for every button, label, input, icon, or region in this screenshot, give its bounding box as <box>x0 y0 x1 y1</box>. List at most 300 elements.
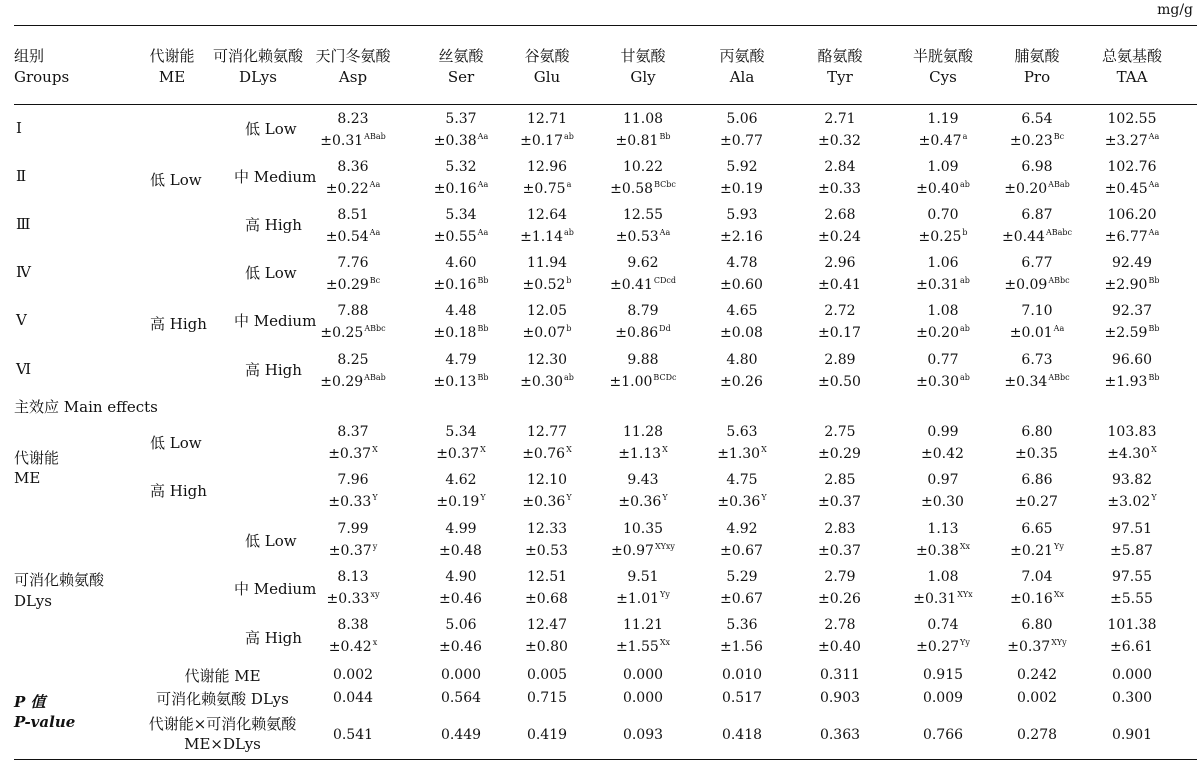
p-value: 0.517 <box>721 690 763 706</box>
group-dlys: 高 High <box>245 216 302 234</box>
group-id: Ⅲ <box>16 215 31 233</box>
cell-significance: Yy <box>660 590 670 599</box>
table-cell <box>1082 349 1182 393</box>
cell-significance: X <box>761 445 767 454</box>
cell-mean: 5.34 <box>445 207 477 223</box>
cell-sd-line <box>411 491 511 513</box>
cell-sd: ±0.29 <box>325 277 369 293</box>
p-value: 0.000 <box>1111 667 1153 683</box>
cell-sd-line <box>303 322 403 344</box>
unit-label: mg/g <box>1157 2 1193 18</box>
table-cell <box>497 156 597 200</box>
cell-sd-line <box>411 322 511 344</box>
table-cell <box>497 108 597 152</box>
cell-mean: 5.06 <box>726 111 758 127</box>
main-effects-label: 主效应 Main effects <box>14 398 158 416</box>
cell-mean: 2.89 <box>824 352 856 368</box>
cell-sd: ±0.27 <box>916 639 960 655</box>
cell-sd: ±0.33 <box>326 591 370 607</box>
cell-mean: 93.82 <box>1111 472 1153 488</box>
cell-sd-line <box>593 130 693 152</box>
cell-mean: 12.33 <box>526 521 568 537</box>
p-row-label <box>120 666 325 686</box>
cell-sd: ±0.08 <box>720 325 763 341</box>
cell-sd: ±0.26 <box>818 591 861 607</box>
cell-sd: ±0.37 <box>436 446 480 462</box>
cell-significance: Yy <box>960 638 970 647</box>
p-value: 0.300 <box>1111 690 1153 706</box>
cell-sd-line <box>893 226 993 248</box>
cell-mean: 5.32 <box>445 159 477 175</box>
cell-mean: 2.96 <box>824 255 856 271</box>
cell-sd-line <box>497 443 597 465</box>
cell-significance: b <box>566 276 572 285</box>
cell-significance: Aa <box>1148 132 1160 141</box>
p-value: 0.009 <box>922 690 964 706</box>
cell-significance: ab <box>960 276 970 285</box>
table-cell <box>303 421 403 465</box>
cell-sd-line <box>692 540 792 562</box>
header-zh: 谷氨酸 <box>524 47 570 65</box>
cell-sd: ±0.53 <box>525 543 568 559</box>
cell-sd-line <box>790 371 890 393</box>
bottom-rule <box>14 759 1197 760</box>
table-cell <box>893 252 993 296</box>
cell-sd-line <box>497 178 597 200</box>
cell-sd-line <box>1082 371 1182 393</box>
cell-sd: ±0.77 <box>720 133 763 149</box>
table-cell <box>987 614 1087 658</box>
cell-sd-line <box>692 636 792 658</box>
table-cell <box>790 204 890 248</box>
cell-significance: Bb <box>477 276 489 285</box>
cell-mean: 10.35 <box>622 521 664 537</box>
cell-sd-line <box>893 371 993 393</box>
cell-sd: ±0.30 <box>520 374 563 390</box>
cell-mean: 6.86 <box>1021 472 1053 488</box>
cell-significance: Y <box>372 493 378 502</box>
cell-sd-line <box>790 322 890 344</box>
table-cell <box>593 421 693 465</box>
cell-significance: Y <box>480 493 486 502</box>
cell-sd: ±0.37 <box>818 543 861 559</box>
cell-mean: 2.71 <box>824 111 856 127</box>
cell-sd-line <box>303 636 403 658</box>
header-en: Ala <box>729 68 755 86</box>
table-cell <box>692 518 792 562</box>
cell-sd: ±0.60 <box>720 277 763 293</box>
header-zh: 总氨基酸 <box>1101 47 1162 65</box>
table-cell <box>411 349 511 393</box>
cell-sd-line <box>1082 226 1182 248</box>
cell-mean: 9.51 <box>627 569 659 585</box>
p-value: 0.005 <box>526 667 568 683</box>
table-cell <box>692 252 792 296</box>
table-cell <box>790 614 890 658</box>
table-cell <box>593 614 693 658</box>
cell-significance: Aa <box>1148 228 1160 237</box>
cell-sd: ±0.37 <box>328 543 372 559</box>
table-cell <box>497 421 597 465</box>
cell-sd-line <box>497 274 597 296</box>
cell-sd-line <box>1082 636 1182 658</box>
header-en: DLys <box>239 68 277 86</box>
cell-mean: 9.88 <box>627 352 659 368</box>
table-cell <box>692 421 792 465</box>
cell-sd-line <box>692 443 792 465</box>
header-ala <box>692 46 792 88</box>
cell-significance: ab <box>564 132 574 141</box>
p-value: 0.766 <box>922 727 964 743</box>
cell-sd: ±0.19 <box>720 181 763 197</box>
table-cell <box>1082 469 1182 513</box>
cell-mean: 1.08 <box>927 569 959 585</box>
cell-sd: ±0.50 <box>818 374 861 390</box>
p-value: 0.903 <box>819 690 861 706</box>
cell-sd-line <box>692 274 792 296</box>
group-dlys: 低 Low <box>245 264 297 282</box>
p-value: 0.242 <box>1016 667 1058 683</box>
table-cell <box>893 566 993 610</box>
cell-mean: 5.34 <box>445 424 477 440</box>
table-cell <box>411 108 511 152</box>
cell-mean: 9.62 <box>627 255 659 271</box>
table-cell <box>790 421 890 465</box>
cell-sd-line <box>411 443 511 465</box>
cell-sd: ±1.01 <box>616 591 660 607</box>
cell-sd-line <box>790 178 890 200</box>
table-cell <box>790 156 890 200</box>
table-cell <box>987 300 1087 344</box>
cell-sd: ±0.54 <box>325 229 369 245</box>
cell-mean: 6.73 <box>1021 352 1053 368</box>
table-cell <box>893 204 993 248</box>
cell-sd-line <box>411 371 511 393</box>
cell-sd: ±0.35 <box>1015 446 1058 462</box>
cell-sd-line <box>411 226 511 248</box>
cell-sd-line <box>790 274 890 296</box>
header-zh: 半胱氨酸 <box>912 47 973 65</box>
cell-sd: ±1.93 <box>1104 374 1148 390</box>
cell-significance: Bc <box>369 276 381 285</box>
table-cell <box>593 349 693 393</box>
cell-sd-line <box>987 226 1087 248</box>
cell-sd-line <box>411 130 511 152</box>
cell-sd: ±0.42 <box>921 446 964 462</box>
cell-mean: 2.84 <box>824 159 856 175</box>
main-dlys-medium: 中 Medium <box>234 580 317 598</box>
header-zh: 丙氨酸 <box>719 47 765 65</box>
cell-significance: ABab <box>1048 180 1070 189</box>
cell-sd-line <box>411 636 511 658</box>
table-cell <box>987 252 1087 296</box>
header-asp <box>303 46 403 88</box>
cell-sd-line <box>411 588 511 610</box>
cell-significance: XYxy <box>654 542 675 551</box>
table-cell <box>893 349 993 393</box>
table-cell <box>692 566 792 610</box>
cell-significance: BCDc <box>653 373 677 382</box>
cell-mean: 1.13 <box>927 521 959 537</box>
table-cell <box>692 204 792 248</box>
table-cell <box>692 300 792 344</box>
cell-sd-line <box>692 130 792 152</box>
cell-mean: 6.65 <box>1021 521 1053 537</box>
cell-sd: ±0.86 <box>615 325 659 341</box>
cell-sd-line <box>893 274 993 296</box>
table-cell <box>593 156 693 200</box>
cell-mean: 10.22 <box>622 159 664 175</box>
cell-significance: X <box>372 445 378 454</box>
cell-mean: 97.51 <box>1111 521 1153 537</box>
cell-mean: 4.90 <box>445 569 477 585</box>
cell-sd: ±3.02 <box>1107 494 1151 510</box>
table-cell <box>411 252 511 296</box>
cell-significance: b <box>962 228 968 237</box>
cell-significance: y <box>372 542 378 551</box>
header-en: TAA <box>1116 68 1148 86</box>
header-zh: 可消化赖氨酸 <box>212 47 303 65</box>
cell-mean: 106.20 <box>1107 207 1157 223</box>
cell-mean: 5.37 <box>445 111 477 127</box>
table-cell <box>497 349 597 393</box>
cell-sd: ±0.38 <box>433 133 477 149</box>
cell-sd: ±0.48 <box>439 543 482 559</box>
table-cell <box>1082 252 1182 296</box>
cell-sd: ±0.45 <box>1104 181 1148 197</box>
header-glu <box>497 46 597 88</box>
cell-significance: Aa <box>369 180 381 189</box>
table-cell <box>593 204 693 248</box>
cell-mean: 8.13 <box>337 569 369 585</box>
cell-mean: 7.96 <box>337 472 369 488</box>
main-dlys-high: 高 High <box>245 629 302 647</box>
cell-sd: ±0.07 <box>522 325 566 341</box>
table-cell <box>1082 614 1182 658</box>
cell-sd: ±0.76 <box>522 446 566 462</box>
cell-sd-line <box>593 371 693 393</box>
cell-mean: 2.79 <box>824 569 856 585</box>
table-cell <box>593 469 693 513</box>
cell-sd: ±0.37 <box>328 446 372 462</box>
cell-sd: ±0.40 <box>818 639 861 655</box>
table-cell <box>1082 108 1182 152</box>
cell-sd-line <box>411 274 511 296</box>
table-cell <box>497 614 597 658</box>
table-cell <box>411 614 511 658</box>
table-cell <box>790 518 890 562</box>
group-dlys: 低 Low <box>245 120 297 138</box>
cell-sd-line <box>790 226 890 248</box>
cell-sd-line <box>1082 491 1182 513</box>
cell-significance: ABab <box>364 373 386 382</box>
p-value: 0.564 <box>440 690 482 706</box>
header-en: Asp <box>338 68 368 86</box>
main-me-label-zh: 代谢能 <box>14 449 60 467</box>
p-value: 0.000 <box>440 667 482 683</box>
cell-significance: Xx <box>1053 590 1065 599</box>
cell-mean: 12.47 <box>526 617 568 633</box>
table-cell <box>987 421 1087 465</box>
cell-mean: 2.68 <box>824 207 856 223</box>
p-row-label <box>120 714 325 754</box>
cell-sd: ±0.67 <box>720 591 763 607</box>
p-value: 0.093 <box>622 727 664 743</box>
table-cell <box>303 300 403 344</box>
cell-sd-line <box>497 322 597 344</box>
cell-mean: 8.25 <box>337 352 369 368</box>
cell-mean: 4.75 <box>726 472 758 488</box>
cell-sd: ±0.29 <box>320 374 364 390</box>
table-cell <box>692 614 792 658</box>
cell-mean: 0.99 <box>927 424 959 440</box>
table-cell <box>497 566 597 610</box>
cell-mean: 2.72 <box>824 303 856 319</box>
cell-significance: XYy <box>1051 638 1067 647</box>
cell-significance: ab <box>564 373 574 382</box>
cell-sd-line <box>303 540 403 562</box>
cell-sd-line <box>593 226 693 248</box>
cell-mean: 0.97 <box>927 472 959 488</box>
cell-sd-line <box>692 491 792 513</box>
table-cell <box>411 566 511 610</box>
cell-mean: 96.60 <box>1111 352 1153 368</box>
cell-sd: ±0.37 <box>818 494 861 510</box>
table-cell <box>411 204 511 248</box>
cell-sd: ±4.30 <box>1107 446 1151 462</box>
p-value: 0.449 <box>440 727 482 743</box>
cell-mean: 2.83 <box>824 521 856 537</box>
header-zh: 脯氨酸 <box>1014 47 1060 65</box>
cell-mean: 12.71 <box>526 111 568 127</box>
cell-sd-line <box>303 274 403 296</box>
cell-sd: ±0.58 <box>610 181 654 197</box>
table-cell <box>1082 566 1182 610</box>
cell-sd: ±0.68 <box>525 591 568 607</box>
p-value: 0.715 <box>526 690 568 706</box>
cell-sd-line <box>1082 274 1182 296</box>
cell-sd-line <box>303 178 403 200</box>
cell-sd: ±0.16 <box>433 181 477 197</box>
p-value: 0.000 <box>622 690 664 706</box>
table-cell <box>303 204 403 248</box>
cell-significance: Aa <box>477 180 489 189</box>
cell-mean: 4.60 <box>445 255 477 271</box>
cell-sd-line <box>593 274 693 296</box>
cell-sd-line <box>692 322 792 344</box>
cell-sd: ±0.46 <box>439 591 482 607</box>
cell-sd: ±0.33 <box>818 181 861 197</box>
cell-significance: x <box>372 638 378 647</box>
cell-sd-line <box>692 371 792 393</box>
group-id: Ⅵ <box>16 360 32 378</box>
cell-significance: ABab <box>364 132 386 141</box>
cell-mean: 92.49 <box>1111 255 1153 271</box>
cell-mean: 97.55 <box>1111 569 1153 585</box>
cell-sd: ±0.17 <box>818 325 861 341</box>
cell-mean: 4.62 <box>445 472 477 488</box>
cell-significance: Aa <box>369 228 381 237</box>
cell-mean: 8.79 <box>627 303 659 319</box>
table-cell <box>411 518 511 562</box>
cell-mean: 101.38 <box>1107 617 1157 633</box>
table-cell <box>790 252 890 296</box>
cell-significance: Aa <box>1148 180 1160 189</box>
table-cell <box>893 421 993 465</box>
cell-mean: 4.65 <box>726 303 758 319</box>
cell-sd: ±3.27 <box>1104 133 1148 149</box>
cell-mean: 5.29 <box>726 569 758 585</box>
table-cell <box>1082 204 1182 248</box>
cell-mean: 0.70 <box>927 207 959 223</box>
cell-sd: ±0.26 <box>720 374 763 390</box>
table-cell <box>1082 156 1182 200</box>
cell-significance: Aa <box>477 132 489 141</box>
cell-sd-line <box>987 491 1087 513</box>
cell-sd: ±0.18 <box>433 325 477 341</box>
group-id: Ⅰ <box>16 119 22 137</box>
cell-sd: ±0.47 <box>918 133 962 149</box>
p-value: 0.418 <box>721 727 763 743</box>
p-value: 0.002 <box>332 667 374 683</box>
cell-significance: Y <box>662 493 668 502</box>
header-en: Groups <box>14 68 70 86</box>
header-taa <box>1082 46 1182 88</box>
cell-sd: ±0.52 <box>522 277 566 293</box>
cell-mean: 7.99 <box>337 521 369 537</box>
cell-sd: ±0.36 <box>618 494 662 510</box>
cell-sd: ±0.80 <box>525 639 568 655</box>
cell-sd-line <box>411 178 511 200</box>
cell-sd-line <box>987 274 1087 296</box>
cell-significance: ab <box>564 228 574 237</box>
p-value: 0.541 <box>332 727 374 743</box>
p-value-label-en: P-value <box>14 713 76 731</box>
header-rule <box>14 104 1197 105</box>
cell-mean: 2.85 <box>824 472 856 488</box>
cell-mean: 102.55 <box>1107 111 1157 127</box>
cell-mean: 8.51 <box>337 207 369 223</box>
p-row-label <box>120 689 325 709</box>
table-cell <box>790 469 890 513</box>
cell-sd-line <box>303 491 403 513</box>
table-cell <box>1082 300 1182 344</box>
main-dlys-label-en: DLys <box>14 592 52 610</box>
p-value: 0.002 <box>1016 690 1058 706</box>
me-high-label: 高 High <box>150 315 207 333</box>
cell-mean: 11.21 <box>622 617 664 633</box>
cell-sd: ±1.13 <box>618 446 662 462</box>
cell-sd: ±0.97 <box>611 543 654 559</box>
cell-sd: ±1.56 <box>720 639 763 655</box>
cell-mean: 12.96 <box>526 159 568 175</box>
table-cell <box>303 614 403 658</box>
cell-mean: 4.78 <box>726 255 758 271</box>
cell-sd-line <box>987 130 1087 152</box>
cell-sd: ±5.55 <box>1110 591 1153 607</box>
cell-sd-line <box>987 588 1087 610</box>
table-cell <box>411 300 511 344</box>
cell-sd-line <box>1082 178 1182 200</box>
cell-significance: CDcd <box>653 276 677 285</box>
cell-mean: 5.06 <box>445 617 477 633</box>
cell-sd-line <box>893 443 993 465</box>
cell-mean: 1.09 <box>927 159 959 175</box>
table-cell <box>593 300 693 344</box>
cell-sd: ±0.31 <box>916 277 959 293</box>
table-cell <box>790 300 890 344</box>
table-cell <box>497 300 597 344</box>
